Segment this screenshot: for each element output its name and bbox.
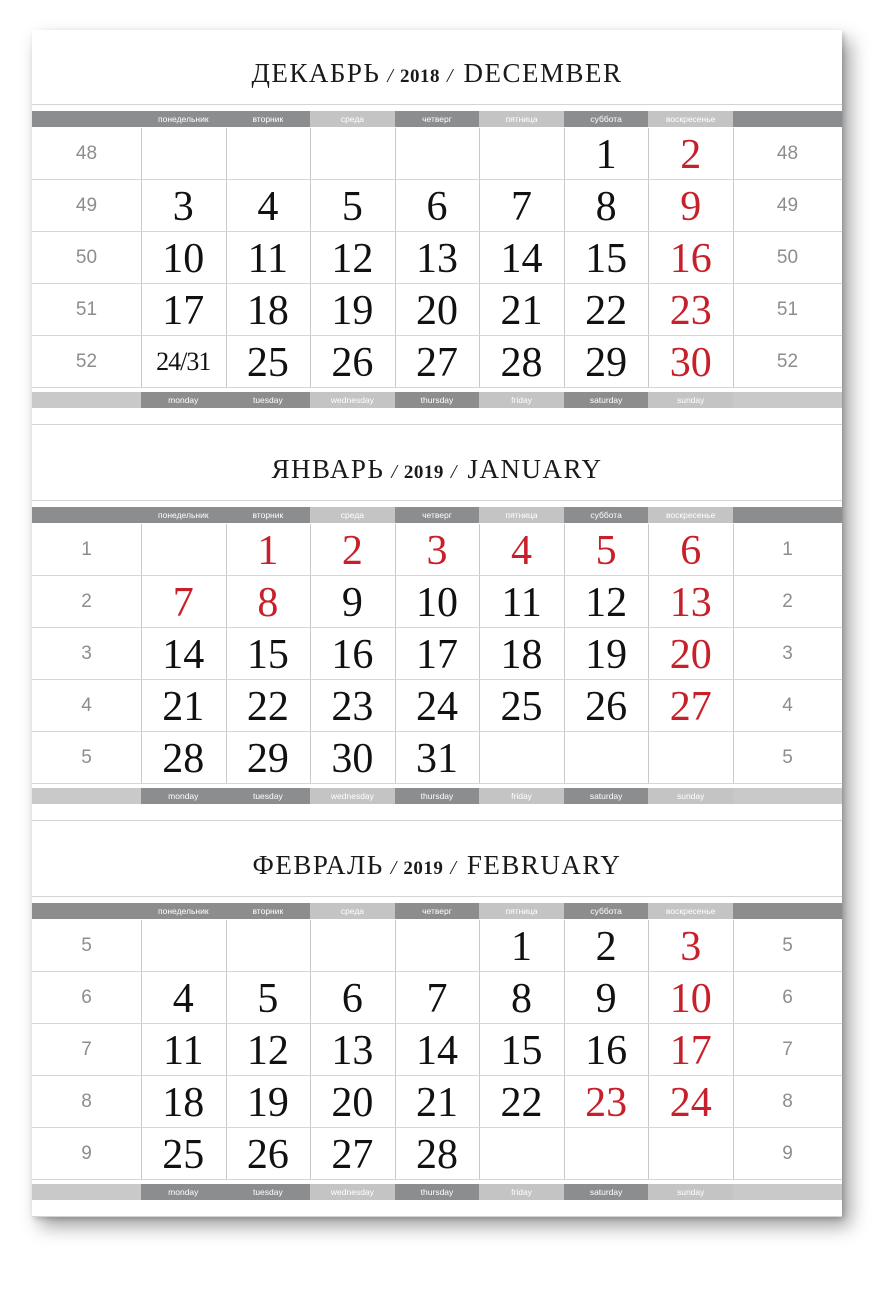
empty-day-cell: [395, 128, 480, 180]
empty-day-cell: [141, 524, 226, 576]
day-cell: 20: [331, 1080, 374, 1126]
week-number: 48: [75, 143, 98, 164]
day-cell: 14: [162, 632, 205, 678]
empty-day-cell: [479, 732, 564, 784]
bar-cap: [733, 111, 842, 127]
day-cell: 15: [246, 632, 289, 678]
day-cell: 18: [500, 632, 543, 678]
weekday-label-en: wednesday: [310, 392, 395, 408]
weekday-label-ru: четверг: [395, 507, 480, 523]
title-separator: /: [387, 65, 393, 87]
day-cell: 30: [669, 340, 712, 386]
weekday-label-en: tuesday: [226, 1184, 311, 1200]
month-year: 2019: [403, 858, 444, 879]
week-number: 7: [81, 1039, 92, 1060]
day-cell: 22: [500, 1080, 543, 1126]
weekday-label-en: tuesday: [226, 788, 311, 804]
day-cell: 19: [246, 1080, 289, 1126]
divider-line: [32, 896, 842, 897]
day-cell: 9: [341, 580, 363, 626]
month-name-ru: ДЕКАБРЬ: [251, 58, 381, 88]
month-title: [32, 58, 842, 102]
weekday-label-ru: четверг: [395, 111, 480, 127]
day-cell: 15: [585, 236, 628, 282]
week-number: 2: [81, 591, 92, 612]
day-cell: 1: [511, 924, 533, 970]
days-grid: [32, 920, 842, 1180]
day-cell: 31: [415, 736, 458, 782]
day-cell: 18: [246, 288, 289, 334]
day-cell: 6: [341, 976, 363, 1022]
weekday-label-en: friday: [479, 392, 564, 408]
day-cell: 17: [669, 1028, 712, 1074]
week-number: 6: [782, 987, 793, 1008]
day-cell: 26: [331, 340, 374, 386]
day-cell: 1: [257, 528, 279, 574]
month-name-en: DECEMBER: [463, 58, 623, 88]
weekday-label-ru: среда: [310, 507, 395, 523]
day-cell: 12: [331, 236, 374, 282]
title-separator: /: [450, 857, 456, 879]
bar-cap: [32, 111, 141, 127]
week-number: 50: [776, 247, 799, 268]
day-cell: 15: [500, 1028, 543, 1074]
weekday-label-ru: суббота: [564, 903, 649, 919]
day-cell: 29: [585, 340, 628, 386]
bar-cap: [733, 392, 842, 408]
day-cell: 14: [500, 236, 543, 282]
week-number: 9: [81, 1143, 92, 1164]
weekday-label-en: saturday: [564, 392, 649, 408]
month-year: 2019: [403, 462, 444, 483]
weekday-label-ru: вторник: [226, 903, 311, 919]
week-number: 8: [782, 1091, 793, 1112]
weekday-label-ru: четверг: [395, 903, 480, 919]
day-cell: 5: [257, 976, 279, 1022]
day-cell: 25: [246, 340, 289, 386]
day-cell: 11: [163, 1028, 204, 1074]
bar-cap: [32, 507, 141, 523]
empty-day-cell: [141, 920, 226, 972]
weekday-label-ru: понедельник: [141, 507, 226, 523]
day-cell: 6: [680, 528, 702, 574]
title-separator: /: [446, 65, 453, 87]
weekday-label-en: monday: [141, 788, 226, 804]
week-number: 5: [782, 935, 793, 956]
day-cell: 25: [500, 684, 543, 730]
day-cell: 17: [162, 288, 205, 334]
day-cell: 16: [585, 1028, 628, 1074]
weekday-label-en: thursday: [395, 788, 480, 804]
day-cell: 8: [257, 580, 279, 626]
empty-day-cell: [564, 1128, 649, 1180]
day-cell: 2: [595, 924, 617, 970]
day-cell: 26: [585, 684, 628, 730]
day-cell: 3: [680, 924, 702, 970]
divider-line: [32, 500, 842, 501]
day-cell: 21: [162, 684, 205, 730]
month-name-ru: ФЕВРАЛЬ: [252, 850, 384, 880]
month-name-ru: ЯНВАРЬ: [271, 454, 385, 484]
day-cell: 29: [246, 736, 289, 782]
day-cell: 27: [331, 1132, 374, 1178]
month-title: [32, 454, 842, 498]
week-number: 1: [782, 539, 793, 560]
title-separator: /: [390, 857, 397, 879]
days-grid: [32, 524, 842, 784]
day-cell: 7: [172, 580, 194, 626]
day-cell: 10: [162, 236, 205, 282]
bar-cap: [32, 788, 141, 804]
day-cell: 20: [415, 288, 458, 334]
weekday-label-ru: пятница: [479, 111, 564, 127]
day-cell: 5: [595, 528, 617, 574]
week-number: 50: [75, 247, 98, 268]
weekday-label-en: saturday: [564, 788, 649, 804]
day-cell: 13: [669, 580, 712, 626]
day-cell: 24: [415, 684, 458, 730]
weekday-label-en: tuesday: [226, 392, 311, 408]
week-number: 1: [81, 539, 92, 560]
weekday-label-ru: воскресенье: [648, 903, 733, 919]
week-number: 52: [776, 351, 799, 372]
day-cell: 23: [669, 288, 712, 334]
weekday-bar-en: [32, 1184, 842, 1200]
empty-day-cell: [226, 128, 311, 180]
empty-day-cell: [564, 732, 649, 784]
day-cell: 14: [415, 1028, 458, 1074]
day-cell: 24/31: [156, 347, 211, 376]
day-cell: 2: [341, 528, 363, 574]
weekday-label-ru: среда: [310, 111, 395, 127]
day-cell: 10: [415, 580, 458, 626]
weekday-bar-ru: [32, 903, 842, 919]
weekday-label-ru: понедельник: [141, 111, 226, 127]
week-number: 6: [81, 987, 92, 1008]
bar-cap: [32, 903, 141, 919]
week-number: 5: [81, 747, 92, 768]
day-cell: 28: [415, 1132, 458, 1178]
week-number: 4: [782, 695, 793, 716]
days-grid: [32, 128, 842, 388]
day-cell: 19: [585, 632, 628, 678]
day-cell: 9: [680, 184, 702, 230]
empty-day-cell: [395, 920, 480, 972]
divider-line: [32, 1216, 842, 1217]
day-cell: 20: [669, 632, 712, 678]
divider-line: [32, 104, 842, 105]
bar-cap: [32, 392, 141, 408]
weekday-label-ru: воскресенье: [648, 111, 733, 127]
weekday-label-ru: воскресенье: [648, 507, 733, 523]
weekday-label-en: monday: [141, 1184, 226, 1200]
weekday-label-en: thursday: [395, 392, 480, 408]
weekday-label-en: sunday: [648, 1184, 733, 1200]
month-name-en: FEBRUARY: [466, 850, 622, 880]
day-cell: 4: [511, 528, 533, 574]
day-cell: 11: [247, 236, 289, 282]
week-number: 8: [81, 1091, 92, 1112]
day-cell: 4: [257, 184, 279, 230]
empty-day-cell: [648, 732, 733, 784]
day-cell: 3: [172, 184, 194, 230]
week-number: 5: [81, 935, 92, 956]
week-number: 51: [75, 299, 98, 320]
week-number: 52: [75, 351, 98, 372]
weekday-label-en: sunday: [648, 788, 733, 804]
day-cell: 22: [585, 288, 628, 334]
day-cell: 26: [246, 1132, 289, 1178]
empty-day-cell: [226, 920, 311, 972]
weekday-label-en: wednesday: [310, 788, 395, 804]
day-cell: 23: [585, 1080, 628, 1126]
week-number: 7: [782, 1039, 793, 1060]
day-cell: 6: [426, 184, 448, 230]
day-cell: 13: [415, 236, 458, 282]
month-year: 2018: [399, 66, 440, 87]
divider-line: [32, 424, 842, 425]
bar-cap: [733, 788, 842, 804]
day-cell: 7: [426, 976, 448, 1022]
day-cell: 30: [331, 736, 374, 782]
weekday-label-en: thursday: [395, 1184, 480, 1200]
day-cell: 16: [669, 236, 712, 282]
weekday-bar-en: [32, 788, 842, 804]
empty-day-cell: [479, 1128, 564, 1180]
day-cell: 18: [162, 1080, 205, 1126]
week-number: 9: [782, 1143, 793, 1164]
weekday-label-ru: суббота: [564, 111, 649, 127]
week-number: 3: [782, 643, 793, 664]
weekday-label-en: friday: [479, 788, 564, 804]
day-cell: 19: [331, 288, 374, 334]
week-number: 49: [75, 195, 98, 216]
day-cell: 3: [426, 528, 448, 574]
calendar-sheet: [32, 30, 842, 1216]
month-block: [32, 822, 842, 1217]
day-cell: 7: [511, 184, 533, 230]
day-cell: 22: [246, 684, 289, 730]
day-cell: 8: [511, 976, 533, 1022]
bar-cap: [733, 507, 842, 523]
day-cell: 25: [162, 1132, 205, 1178]
day-cell: 23: [331, 684, 374, 730]
weekday-label-ru: среда: [310, 903, 395, 919]
day-cell: 2: [680, 132, 702, 178]
month-title: [32, 850, 842, 894]
empty-day-cell: [141, 128, 226, 180]
empty-day-cell: [648, 1128, 733, 1180]
divider-line: [32, 820, 842, 821]
day-cell: 5: [341, 184, 363, 230]
day-cell: 21: [500, 288, 543, 334]
day-cell: 21: [415, 1080, 458, 1126]
day-cell: 1: [595, 132, 617, 178]
month-block: [32, 30, 842, 425]
month-name-en: JANUARY: [467, 454, 603, 484]
day-cell: 13: [331, 1028, 374, 1074]
weekday-label-en: monday: [141, 392, 226, 408]
day-cell: 12: [585, 580, 628, 626]
day-cell: 8: [595, 184, 617, 230]
title-separator: /: [391, 461, 397, 483]
day-cell: 27: [669, 684, 712, 730]
week-number: 5: [782, 747, 793, 768]
week-number: 51: [776, 299, 799, 320]
weekday-bar-ru: [32, 111, 842, 127]
week-number: 4: [81, 695, 92, 716]
bar-cap: [733, 1184, 842, 1200]
day-cell: 17: [415, 632, 458, 678]
empty-day-cell: [479, 128, 564, 180]
empty-day-cell: [310, 128, 395, 180]
weekday-bar-en: [32, 392, 842, 408]
day-cell: 16: [331, 632, 374, 678]
week-number: 3: [81, 643, 92, 664]
weekday-label-en: wednesday: [310, 1184, 395, 1200]
bar-cap: [32, 1184, 141, 1200]
empty-day-cell: [310, 920, 395, 972]
day-cell: 28: [500, 340, 543, 386]
bar-cap: [733, 903, 842, 919]
weekday-label-ru: вторник: [226, 507, 311, 523]
month-block: [32, 426, 842, 821]
weekday-label-ru: суббота: [564, 507, 649, 523]
day-cell: 9: [595, 976, 617, 1022]
week-number: 2: [782, 591, 793, 612]
weekday-label-ru: вторник: [226, 111, 311, 127]
weekday-label-ru: пятница: [479, 507, 564, 523]
day-cell: 12: [246, 1028, 289, 1074]
weekday-bar-ru: [32, 507, 842, 523]
weekday-label-ru: пятница: [479, 903, 564, 919]
week-number: 49: [776, 195, 799, 216]
day-cell: 11: [501, 580, 542, 626]
day-cell: 24: [669, 1080, 712, 1126]
day-cell: 27: [415, 340, 458, 386]
day-cell: 4: [172, 976, 194, 1022]
weekday-label-en: saturday: [564, 1184, 649, 1200]
week-number: 48: [776, 143, 799, 164]
day-cell: 10: [669, 976, 712, 1022]
weekday-label-en: friday: [479, 1184, 564, 1200]
weekday-label-en: sunday: [648, 392, 733, 408]
title-separator: /: [450, 461, 457, 483]
weekday-label-ru: понедельник: [141, 903, 226, 919]
day-cell: 28: [162, 736, 205, 782]
